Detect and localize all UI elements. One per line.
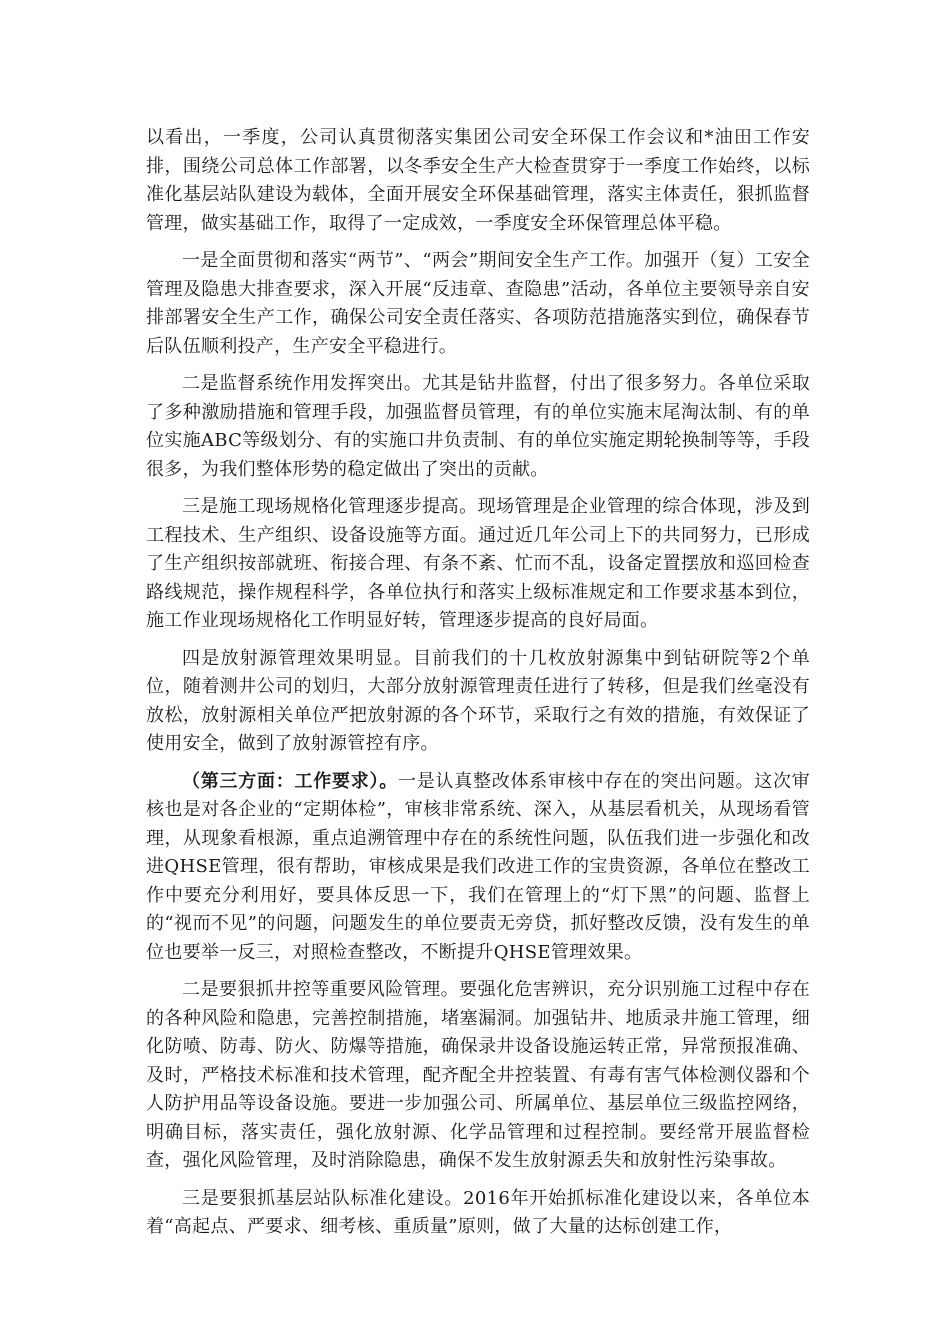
paragraph-point-1: 一是全面贯彻和落实“两节”、“两会”期间安全生产工作。加强开（复）工安全管理及隐患大排查要求，深入开展“反违章、查隐患”活动，各单位主要领导亲自安排部署安全生产工作，确保公司安全责任落实、各项防范措施落实到位，确保春节后队伍顺利投产，生产安全平稳进行。 [146, 250, 810, 357]
paragraph-requirement-2: 二是要狠抓井控等重要风险管理。要强化危害辨识，充分识别施工过程中存在的各种风险和隐患，完善控制措施，堵塞漏洞。加强钻井、地质录井施工管理，细化防喷、防毒、防火、防爆等措施，确保录井设备设施运转正常，异常预报准确、及时，严格技术标准和技术管理，配齐配全井控装置、有毒有害气体检测仪器和个人防护用品等设备设施。要进一步加强公司、所属单位、基层单位三级监控网络，明确目标，落实责任，强化放射源、化学品管理和过程控制。要经常开展监督检查，强化风险管理，及时消除隐患，确保不发生放射源丢失和放射性污染事故。 [146, 979, 810, 1171]
paragraph-point-2: 二是监督系统作用发挥突出。尤其是钻井监督，付出了很多努力。各单位采取了多种激励措施和管理手段，加强监督员管理，有的单位实施末尾淘汰制、有的单位实施ABC等级划分、有的实施口井负责制、有的单位实施定期轮换制等等，手段很多，为我们整体形势的稳定做出了突出的贡献。 [146, 373, 810, 480]
document-page [146, 124, 810, 1251]
paragraph-point-3: 三是施工现场规格化管理逐步提高。现场管理是企业管理的综合体现，涉及到工程技术、生产组织、设备设施等方面。通过近几年公司上下的共同努力，已形成了生产组织按部就班、衔接合理、有条不紊、忙而不乱，设备定置摆放和巡回检查路线规范，操作规程科学，各单位执行和落实上级标准规定和工作要求基本到位，施工作业现场规格化工作明显好转，管理逐步提高的良好局面。 [146, 496, 810, 631]
paragraph-intro: 以看出，一季度，公司认真贯彻落实集团公司安全环保工作会议和*油田工作安排，围绕公司总体工作部署，以冬季安全生产大检查贯穿于一季度工作始终，以标准化基层站队建设为载体，全面开展安全环保基础管理，落实主体责任，狠抓监督管理，做实基础工作，取得了一定成效，一季度安全环保管理总体平稳。 [146, 127, 810, 234]
section-heading: （第三方面：工作要求）。 [182, 770, 398, 792]
paragraph-requirements [146, 768, 810, 968]
paragraph-requirement-3: 三是要狠抓基层站队标准化建设。2016年开始抓标准化建设以来，各单位本着“高起点、严要求、细考核、重质量”原则，做了大量的达标创建工作， [146, 1187, 810, 1237]
requirements-text: 一是认真整改体系审核中存在的突出问题。这次审核也是对各企业的“定期体检”，审核非常系统、深入，从基层看机关，从现场看管理，从现象看根源，重点追溯管理中存在的系统性问题，队伍我们进一步强化和改进QHSE管理，很有帮助，审核成果是我们改进工作的宝贵资源，各单位在整改工作中要充分利用好，要具体反思一下，我们在管理上的“灯下黑”的问题、监督上的“视而不见”的问题，问题发生的单位要责无旁贷，抓好整改反馈，没有发生的单位也要举一反三，对照检查整改，不断提升QHSE管理效果。 [146, 770, 810, 963]
paragraph-point-4: 四是放射源管理效果明显。目前我们的十几枚放射源集中到钻研院等2个单位，随着测井公司的划归，大部分放射源管理责任进行了转移，但是我们丝毫没有放松，放射源相关单位严把放射源的各个环节，采取行之有效的措施，有效保证了使用安全，做到了放射源管控有序。 [146, 647, 810, 754]
